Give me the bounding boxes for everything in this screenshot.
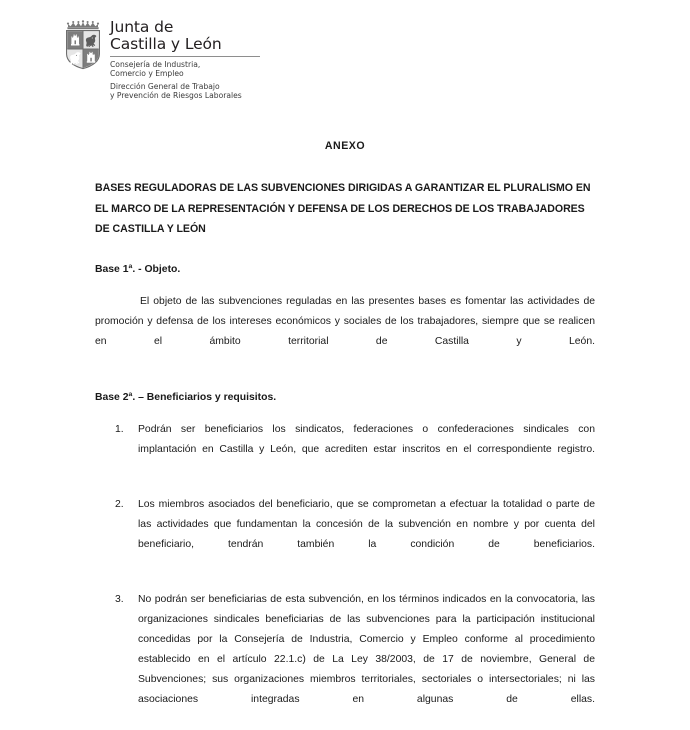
org-name-line1: Junta de [110, 18, 174, 36]
list-item-number: 1. [115, 423, 124, 435]
base-1-paragraph: El objeto de las subvenciones reguladas en las presentes bases es fomentar las actividades de promoción y defensa de los intereses económicos y sociales de los trabajadores, siempre que se realicen en el ámbito territorial de Castilla y León. [95, 295, 595, 347]
annex-label: ANEXO [324, 140, 366, 152]
unit-name [110, 82, 260, 100]
list-item [95, 420, 595, 480]
list-item-text: Los miembros asociados del beneficiario, que se comprometan a efectuar la totalidad o parte de las actividades que fundamentan la concesión de la subvención en nombre y por cuenta del beneficiario, tendrán también la condición de beneficiarios. [138, 498, 595, 550]
department-line2: Comercio y Empleo [110, 69, 184, 79]
list-item [95, 590, 595, 730]
org-name-line2: Castilla y León [110, 35, 222, 53]
unit-line1: Dirección General de Trabajo [110, 82, 220, 92]
list-item-number: 2. [115, 498, 124, 510]
list-item-text: Podrán ser beneficiarios los sindicatos, federaciones o confederaciones sindicales con implantación en Castilla y León, que acrediten estar inscritos en el correspondiente registro. [138, 423, 595, 455]
base-1-heading: Base 1ª. - Objeto. [95, 263, 181, 275]
department-name [110, 60, 260, 78]
department-line1: Consejería de Industria, [110, 60, 201, 69]
list-item-number: 3. [115, 593, 124, 605]
letterhead-divider [110, 56, 260, 57]
letterhead [62, 17, 260, 100]
letterhead-text [110, 17, 260, 100]
base-2-heading: Base 2ª. – Beneficiarios y requisitos. [95, 391, 277, 403]
list-item [95, 495, 595, 575]
unit-line2: y Prevención de Riesgos Laborales [110, 91, 242, 101]
castilla-y-leon-coat-of-arms-icon [62, 18, 104, 70]
base-2-requirements-list [95, 420, 595, 730]
document-body [95, 140, 595, 730]
list-item-text: No podrán ser beneficiarias de esta subvención, en los términos indicados en la convocatoria, las organizaciones sindicales beneficiarias de las subvenciones para la participación institucional concedidas por la Consejería de Industria, Comercio y Empleo conforme al procedimiento establecido en el artículo 22.1.c) de La Ley 38/2003, de 17 de noviembre, General de Subvenciones; sus organizaciones miembros territoriales, sectoriales o intersectoriales; ni las asociaciones integradas en algunas de ellas. [138, 593, 595, 705]
page-title: BASES REGULADORAS DE LAS SUBVENCIONES DIRIGIDAS A GARANTIZAR EL PLURALISMO EN EL MARCO DE LA REPRESENTACIÓN Y DEFENSA DE LOS DERECHOS DE LOS TRABAJADORES DE CASTILLA Y LEÓN [95, 182, 591, 235]
